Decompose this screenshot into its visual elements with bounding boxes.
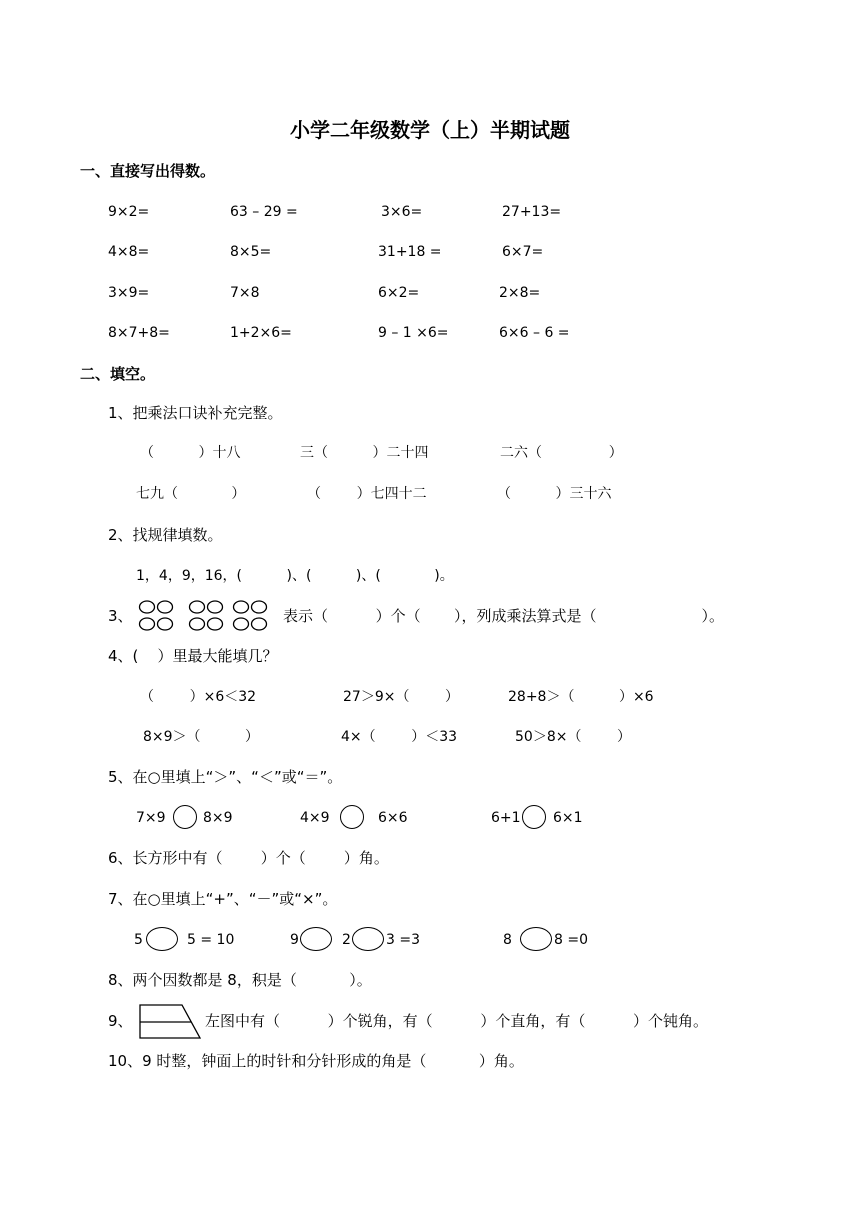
calc-item: 4×8= — [108, 244, 150, 260]
section-2-heading: 二、填空。 — [80, 365, 156, 383]
calc-item: 8×5= — [230, 244, 272, 260]
fill-item: （ ）三十六 — [497, 486, 612, 502]
fill-item: （ ）七四十二 — [307, 486, 427, 502]
sequence-item: 1，4，9，16，( )、( )、( )。 — [136, 568, 454, 584]
calc-item: 9×2= — [108, 204, 150, 220]
calc-item: 2×8= — [499, 285, 541, 301]
section-1-heading: 一、直接写出得数。 — [80, 162, 216, 180]
answer-circle[interactable] — [300, 927, 332, 951]
answer-circle[interactable] — [520, 927, 552, 951]
calc-item: 27+13= — [502, 204, 562, 220]
page-title: 小学二年级数学（上）半期试题 — [290, 118, 570, 142]
inequality-item: 4×（ ）＜33 — [341, 729, 458, 745]
question-3-text: 表示（ ）个（ ），列成乘法算式是（ ）。 — [283, 607, 724, 625]
fill-item: 七九（ ） — [136, 486, 246, 502]
calc-item: 6×6 – 6 = — [499, 325, 570, 341]
operand: 9 — [290, 932, 299, 948]
calc-item: 3×9= — [108, 285, 150, 301]
calc-item: 63 – 29 = — [230, 204, 298, 220]
calc-item: 7×8 — [230, 285, 260, 301]
compare-left: 7×9 — [136, 810, 166, 826]
question-7-prompt: 7、在○里填上“+”、“－”或“×”。 — [108, 890, 338, 908]
circle-groups-figure — [138, 599, 268, 633]
answer-circle[interactable] — [522, 805, 546, 829]
fill-item: 三（ ）二十四 — [300, 445, 429, 461]
operand: 5 = 10 — [187, 932, 235, 948]
inequality-item: 50＞8×（ ） — [515, 729, 632, 745]
inequality-item: （ ）×6＜32 — [140, 689, 257, 705]
question-4-prompt: 4、( ）里最大能填几？ — [108, 647, 278, 665]
compare-right: 8×9 — [203, 810, 233, 826]
calc-item: 1+2×6= — [230, 325, 292, 341]
calc-item: 31+18 = — [378, 244, 442, 260]
calc-item: 3×6= — [381, 204, 423, 220]
fill-item: （ ）十八 — [140, 445, 241, 461]
operand: 2 — [342, 932, 351, 948]
question-9-number: 9、 — [108, 1012, 133, 1030]
fill-item: 二六（ ） — [500, 445, 623, 461]
answer-circle[interactable] — [340, 805, 364, 829]
operand: 5 — [134, 932, 143, 948]
calc-item: 8×7+8= — [108, 325, 170, 341]
inequality-item: 28+8＞（ ）×6 — [508, 689, 654, 705]
operand: 8 — [503, 932, 512, 948]
question-3-number: 3、 — [108, 607, 133, 625]
answer-circle[interactable] — [352, 927, 384, 951]
calc-item: 6×7= — [502, 244, 544, 260]
inequality-item: 8×9＞（ ） — [143, 729, 260, 745]
question-2-prompt: 2、找规律填数。 — [108, 526, 223, 544]
compare-right: 6×1 — [553, 810, 583, 826]
question-10-text: 10、9 时整，钟面上的时针和分针形成的角是（ ）角。 — [108, 1052, 524, 1070]
trapezoid-figure — [138, 1003, 202, 1040]
operand: 8 =0 — [554, 932, 588, 948]
question-9-text: 左图中有（ ）个锐角，有（ ）个直角，有（ ）个钝角。 — [205, 1012, 709, 1030]
calc-item: 6×2= — [378, 285, 420, 301]
question-5-prompt: 5、在○里填上“＞”、“＜”或“＝”。 — [108, 768, 343, 786]
question-1-prompt: 1、把乘法口诀补充完整。 — [108, 404, 283, 422]
question-8-text: 8、两个因数都是 8，积是（ ）。 — [108, 971, 372, 989]
compare-left: 6+1 — [491, 810, 521, 826]
calc-item: 9 – 1 ×6= — [378, 325, 449, 341]
answer-circle[interactable] — [146, 927, 178, 951]
answer-circle[interactable] — [173, 805, 197, 829]
question-6-text: 6、长方形中有（ ）个（ ）角。 — [108, 849, 389, 867]
compare-left: 4×9 — [300, 810, 330, 826]
operand: 3 =3 — [386, 932, 420, 948]
inequality-item: 27＞9×（ ） — [343, 689, 460, 705]
compare-right: 6×6 — [378, 810, 408, 826]
